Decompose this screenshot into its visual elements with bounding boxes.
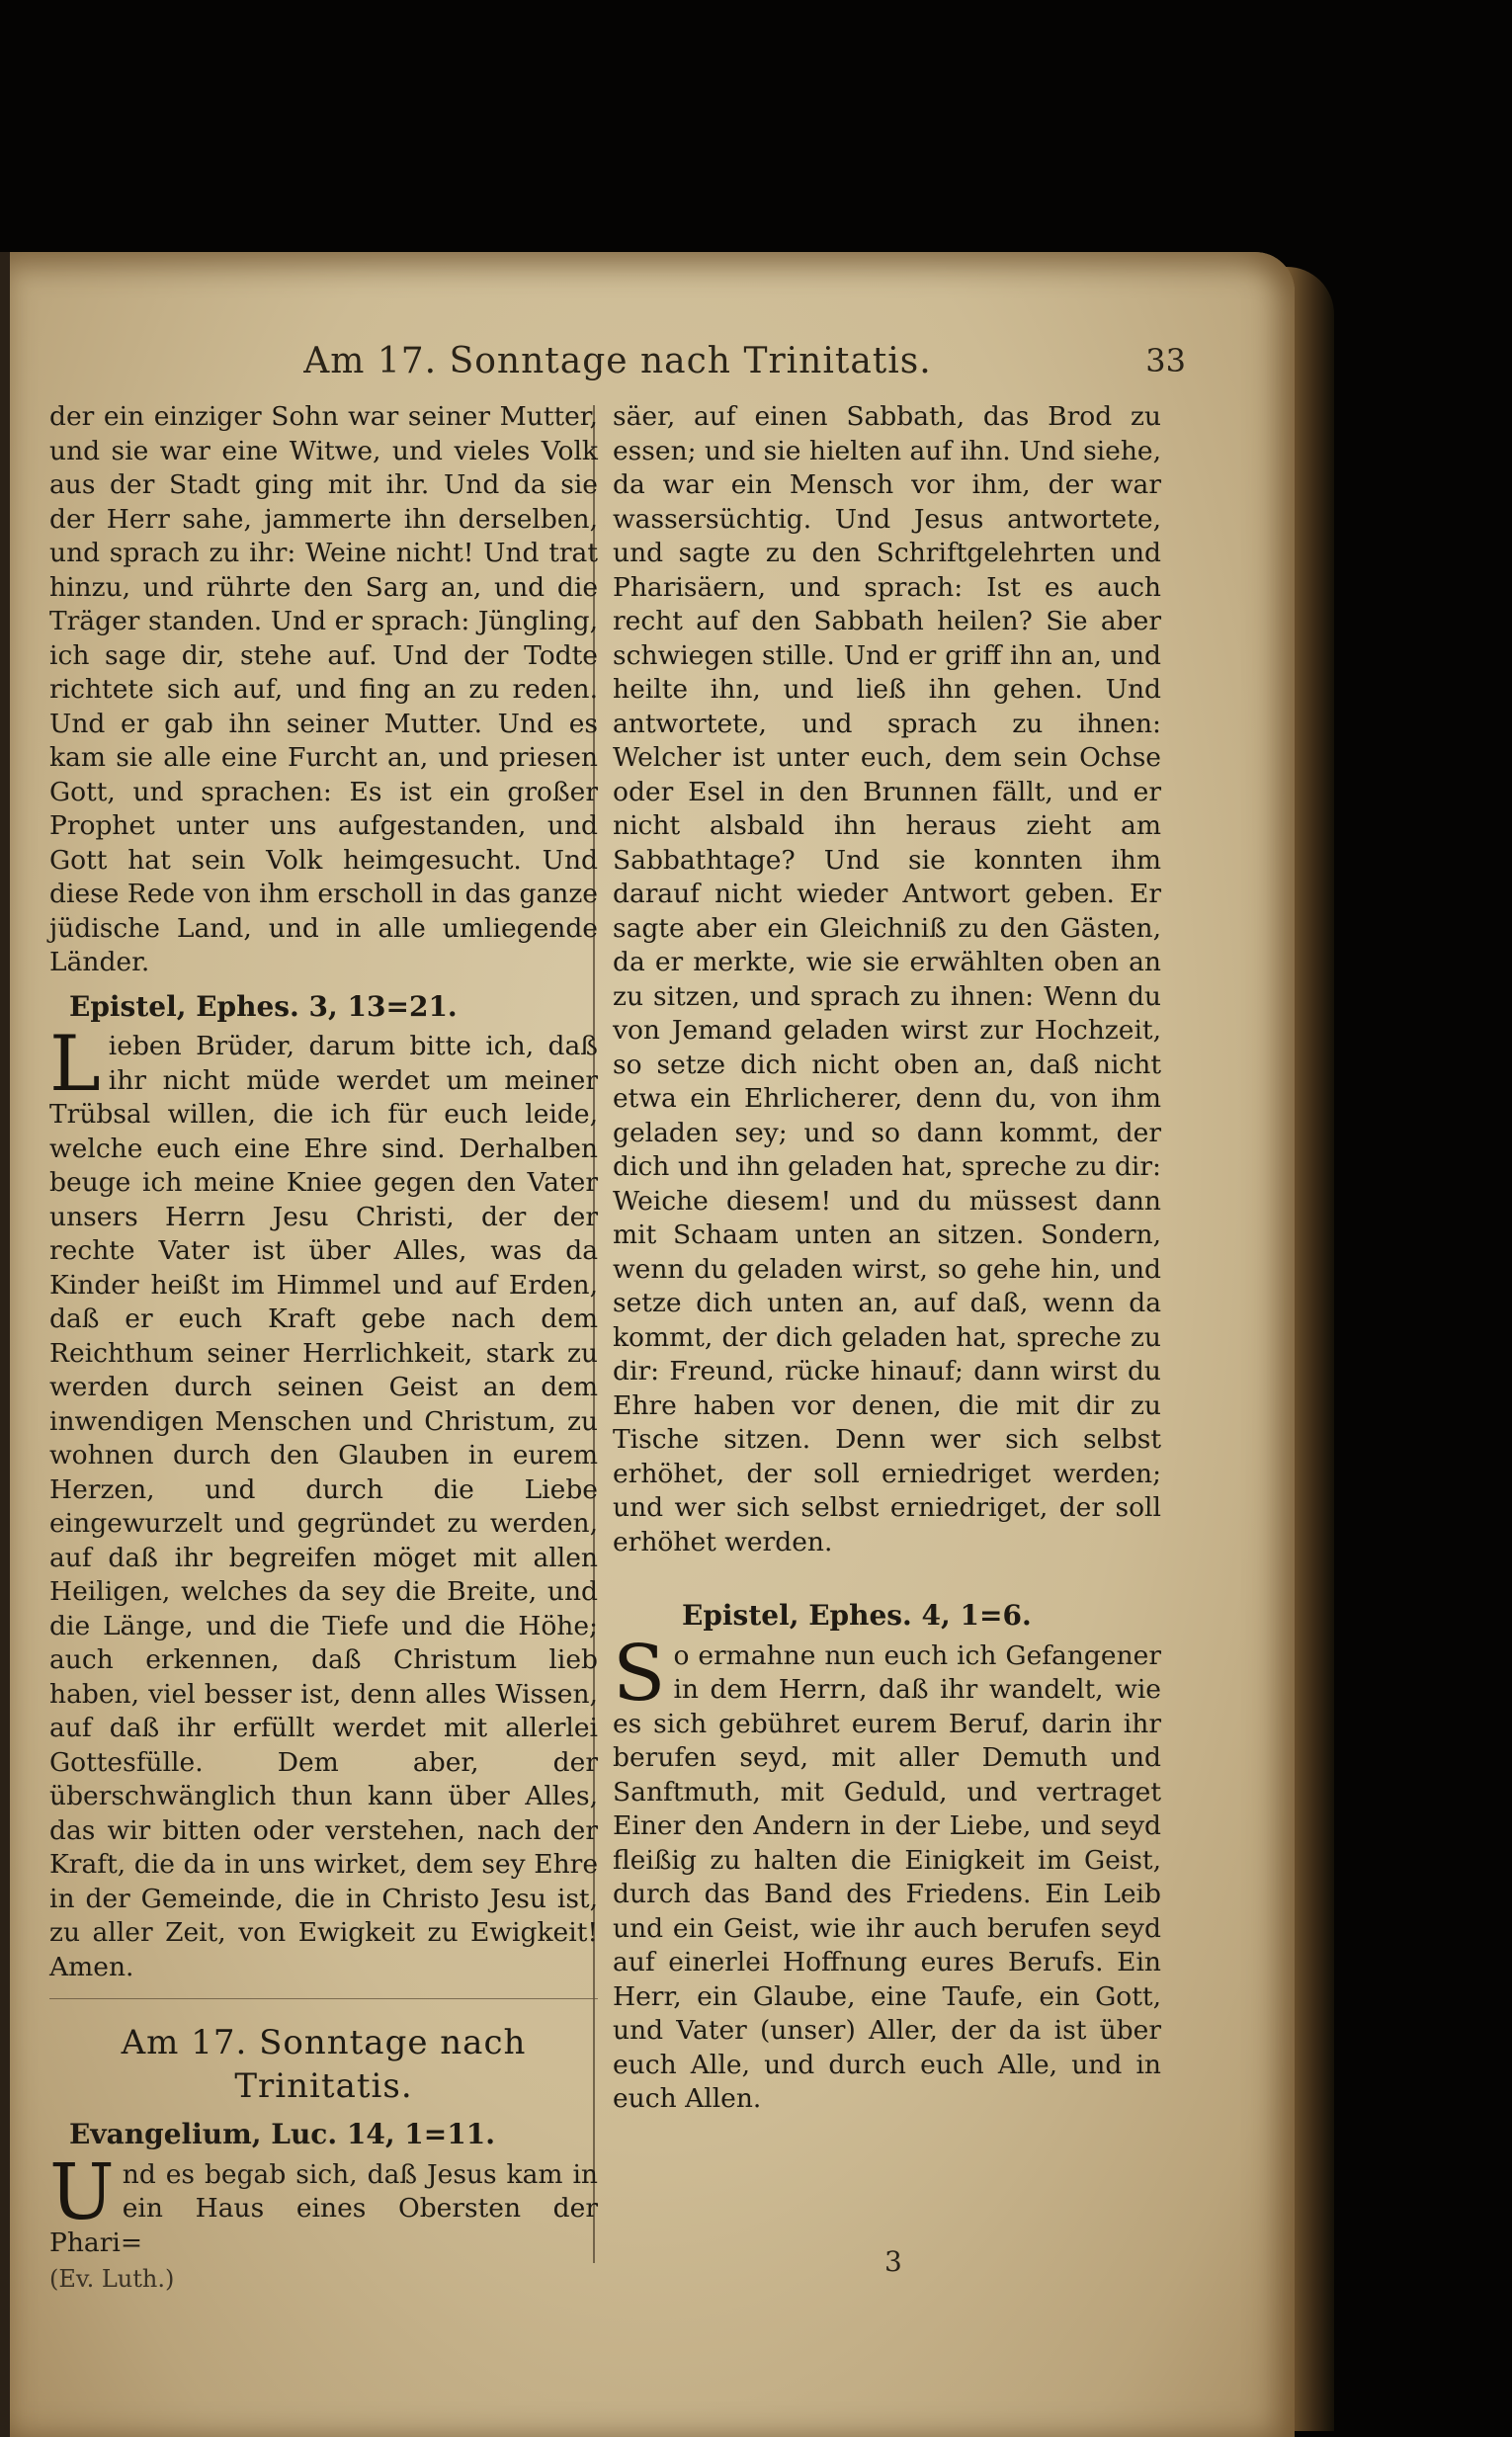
section-heading: Am 17. Sonntage nach Trinitatis. (121, 2023, 527, 2106)
epistle-heading: Epistel, Ephes. 3, 13=21. (69, 989, 458, 1023)
gospel-continuation: der ein einziger Sohn war seiner Mutter, und sie war eine Witwe, und vieles Volk aus der Stadt ging mit ihr. Und da sie der Herr sahe, jammerte ihn derselben, und sprach zu ihr: Weine nicht! Und trat hinzu, und rührte den Sarg an, und die Träger standen. Und er sprach: Jüngling, ich sage dir, stehe auf. Und der Todte richtete sich auf, und fing an zu reden. Und er gab ihn seiner Mutter. Und es kam sie alle eine Furcht an, und priesen Gott, und sprachen: Es ist ein großer Prophet unter uns aufgestanden, und Gott hat sein Volk heimgesucht. Und diese Rede von ihm erscholl in das ganze jüdische Land, und in alle umliegende Länder. (49, 401, 598, 977)
dropcap: L (49, 1020, 101, 1109)
page-title: Am 17. Sonntage nach Trinitatis. (303, 340, 932, 381)
gospel-text: nd es begab sich, daß Jesus kam in ein Haus eines Obersten der Phari= (49, 2158, 598, 2258)
epistle-text: o ermahne nun euch ich Gefangener in dem Herrn, daß ihr wandelt, wie es sich gebühret eurem Beruf, darin ihr berufen seyd, mit aller Demuth und Sanftmuth, mit Geduld, und vertraget Einer den Andern in der Liebe, und seyd fleißig zu halten die Einigkeit im Geist, durch das Band des Friedens. Ein Leib und ein Geist, wie ihr auch berufen seyd auf einerlei Hoffnung eures Berufs. Ein Herr, ein Glaube, eine Taufe, ein Gott, und Vater (unser) Aller, der da ist über euch Alle, und durch euch Alle, und in euch Allen. (613, 1639, 1161, 2114)
running-header (49, 336, 1186, 385)
trailing-text: (Ev. Luth.) (49, 2265, 175, 2293)
epistle-body (613, 1629, 1161, 2117)
right-column (613, 400, 1161, 2117)
left-column (49, 400, 598, 2297)
epistle-heading: Epistel, Ephes. 4, 1=6. (682, 1599, 1032, 1632)
dropcap: U (49, 2147, 115, 2237)
gospel-heading: Evangelium, Luc. 14, 1=11. (69, 2118, 495, 2150)
page-number: 33 (1145, 342, 1186, 379)
gospel-body (49, 2147, 598, 2261)
section-rule (49, 1998, 598, 1999)
gospel-text-continued: säer, auf einen Sabbath, das Brod zu essen; und sie hielten auf ihn. Und siehe, da war ein Mensch vor ihm, der war wassersüchtig. Und Jesus antwortete, und sagte zu den Schriftgelehrten und Pharisäern, und sprach: Ist es auch recht auf den Sabbath heilen? Sie aber schwiegen stille. Und er griff ihn an, und heilte ihn, und ließ ihn gehen. Und antwortete, und sprach zu ihnen: Welcher ist unter euch, dem sein Ochse oder Esel in den Brunnen fällt, und er nicht alsbald ihn heraus zieht am Sabbathtage? Und sie konnten ihm darauf nicht wieder Antwort geben. Er sagte aber ein Gleichniß zu den Gästen, da er merkte, wie sie erwählten oben an zu sitzen, und sprach zu ihnen: Wenn du von Jemand geladen wirst zur Hochzeit, so setze dich nicht oben an, daß nicht etwa ein Ehrlicherer, denn du, von ihm geladen sey; und so dann kommt, der dich und ihn geladen hat, spreche zu dir: Weiche diesem! und du müssest dann mit Schaam unten an sitzen. Sondern, wenn du geladen wirst, so gehe hin, und setze dich unten an, auf daß, wenn da kommt, der dich geladen hat, spreche zu dir: Freund, rücke hinauf; dann wirst du Ehre haben vor denen, die mit dir zu Tische sitzen. Denn wer sich selbst erhöhet, der soll erniedriget werden; und wer sich selbst erniedriget, der soll erhöhet werden. (613, 401, 1161, 1557)
signature-mark: 3 (884, 2245, 902, 2278)
dropcap: S (613, 1629, 666, 1719)
epistle-text: ieben Brüder, darum bitte ich, daß ihr nicht müde werdet um meiner Trübsal willen, die ich für euch leide, welche euch eine Ehre sind. Derhalben beuge ich meine Kniee gegen den Vater unsers Herrn Jesu Christi, der der rechte Vater ist über Alles, was da Kinder heißt im Himmel und auf Erden, daß er euch Kraft gebe nach dem Reichthum seiner Herrlichkeit, stark zu werden durch seinen Geist an dem inwendigen Menschen und Christum, zu wohnen durch den Glauben in eurem Herzen, und durch die Liebe eingewurzelt und gegründet zu werden, auf daß ihr begreifen möget mit allen Heiligen, welches da sey die Breite, und die Länge, und die Tiefe und die Höhe; auch erkennen, daß Christum lieb haben, viel besser ist, denn alles Wissen, auf daß ihr erfüllt werdet mit allerlei Gottesfülle. Dem aber, der überschwänglich thun kann über Alles, das wir bitten oder verstehen, nach der Kraft, die da in uns wirket, dem sey Ehre in der Gemeinde, die in Christo Jesu ist, zu aller Zeit, von Ewigkeit zu Ewigkeit! Amen. (49, 1031, 598, 1982)
epistle-body (49, 1020, 598, 1984)
